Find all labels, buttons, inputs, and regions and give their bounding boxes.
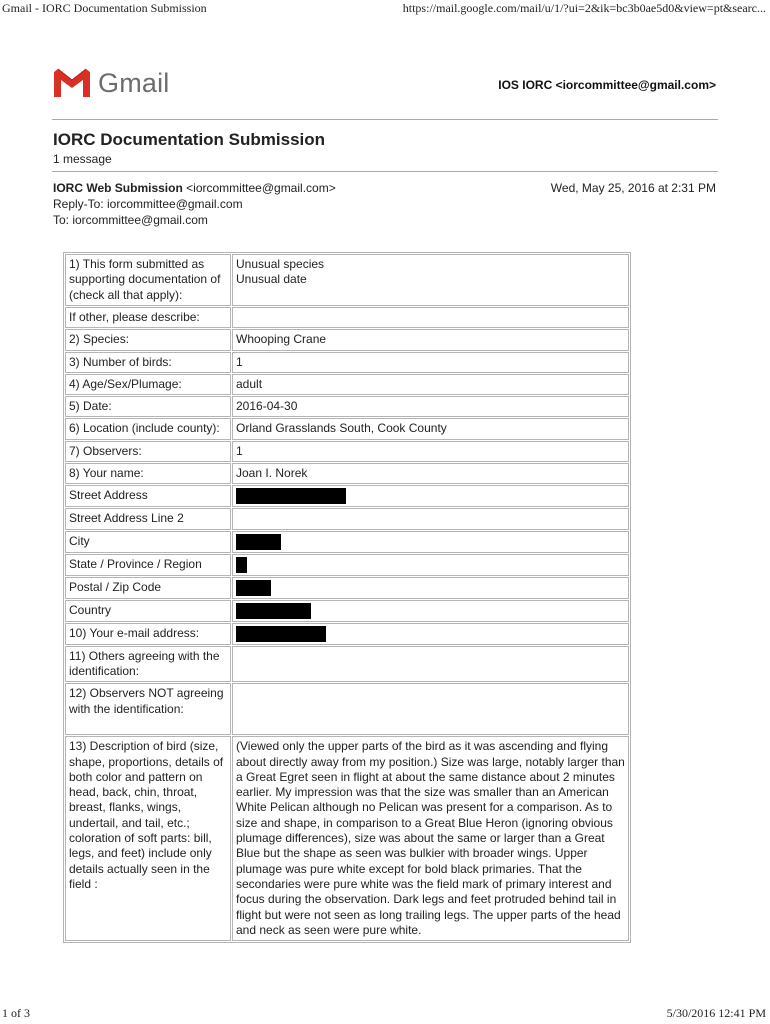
redaction-block [236, 580, 271, 596]
print-timestamp: 5/30/2016 12:41 PM [666, 1006, 766, 1020]
form-answer [232, 600, 629, 622]
form-row [65, 646, 629, 683]
form-question: Street Address [65, 485, 231, 507]
form-row [65, 441, 629, 462]
form-row [65, 736, 629, 941]
form-question: Country [65, 600, 231, 622]
form-answer [232, 307, 629, 328]
form-answer [232, 463, 629, 484]
form-answer [232, 374, 629, 395]
form-row [65, 554, 629, 576]
form-row [65, 600, 629, 622]
form-question: 7) Observers: [65, 441, 231, 462]
form-question: 5) Date: [65, 396, 231, 417]
form-question: 2) Species: [65, 329, 231, 350]
divider [52, 119, 718, 120]
form-answer-text: Whooping Crane [236, 332, 327, 347]
submission-form-table [63, 252, 631, 943]
print-page-title: Gmail - IORC Documentation Submission [2, 1, 207, 15]
print-page-number: 1 of 3 [2, 1006, 30, 1020]
form-answer-text: 1 [236, 443, 243, 458]
form-answer [232, 508, 629, 529]
email-date: Wed, May 25, 2016 at 2:31 PM [550, 181, 716, 195]
form-row [65, 307, 629, 328]
form-answer-text: Unusual species Unusual date [236, 257, 325, 287]
form-answer [232, 736, 629, 941]
form-question: 12) Observers NOT agreeing with the identification: [65, 683, 231, 735]
form-row [65, 623, 629, 645]
email-subject: IORC Documentation Submission [53, 130, 326, 149]
form-answer [232, 329, 629, 350]
form-question: City [65, 531, 231, 553]
gmail-logo-text: Gmail [98, 67, 170, 98]
redaction-block [236, 488, 346, 504]
form-row [65, 254, 629, 306]
divider [52, 171, 718, 172]
form-answer [232, 418, 629, 439]
print-footer [0, 1006, 770, 1024]
redaction-block [236, 603, 311, 619]
form-answer-text: 1 [236, 354, 243, 369]
account-identity: IOS IORC <iorcommittee@gmail.com> [498, 78, 716, 92]
redaction-block [236, 534, 281, 550]
form-answer [232, 531, 629, 553]
form-question: Postal / Zip Code [65, 577, 231, 599]
form-question: 11) Others agreeing with the identification: [65, 646, 231, 683]
form-answer-text: Orland Grasslands South, Cook County [236, 421, 447, 436]
form-row [65, 396, 629, 417]
form-answer-text: Joan I. Norek [236, 466, 308, 481]
form-row [65, 577, 629, 599]
form-answer [232, 646, 629, 683]
form-question: 8) Your name: [65, 463, 231, 484]
form-row [65, 485, 629, 507]
form-row [65, 531, 629, 553]
message-count: 1 message [53, 152, 112, 166]
print-url: https://mail.google.com/mail/u/1/?ui=2&ik=bc3b0ae5d0&view=pt&searc... [402, 1, 766, 15]
form-question: 6) Location (include county): [65, 418, 231, 439]
form-row [65, 463, 629, 484]
form-question: 1) This form submitted as supporting documentation of (check all that apply): [65, 254, 231, 306]
form-answer [232, 554, 629, 576]
form-answer [232, 683, 629, 735]
form-question: 4) Age/Sex/Plumage: [65, 374, 231, 395]
form-question: 10) Your e-mail address: [65, 623, 231, 645]
print-header [0, 0, 770, 16]
form-answer-text: (Viewed only the upper parts of the bird as it was ascending and flying about directly away from my position.) Size was large, notably larger than a Great Egret seen in flight at about the same distance about 2 minutes earlier. My impression was that the size was smaller than an American White Pelican although no Pelican was present for a comparison. As to size and shape, in comparison to a Great Blue Heron (ignoring obvious plumage differences), size was about the same or larger than a Great Blue but the shape as seen was bulkier with broader wings. Upper plumage was pure white except for bold black primaries. That the secondaries were pure white was the field mark of primary interest and focus during the observation. Dark legs and feet protruded behind tail in flight but were not seen as long trailing legs. The upper parts of the head and neck as seen were pure white. [236, 739, 625, 937]
form-row [65, 374, 629, 395]
form-answer [232, 396, 629, 417]
form-row [65, 329, 629, 350]
form-row [65, 683, 629, 735]
email-from [53, 181, 336, 195]
form-answer [232, 577, 629, 599]
form-question: Street Address Line 2 [65, 508, 231, 529]
form-answer [232, 254, 629, 306]
form-answer [232, 441, 629, 462]
form-question: State / Province / Region [65, 554, 231, 576]
form-question: 13) Description of bird (size, shape, proportions, details of both color and pattern on head, back, chin, throat, breast, flanks, wings, undertail, and tail, etc.; coloration of soft parts: bill, legs, and feet) include only details actually seen in the field : [65, 736, 231, 941]
redaction-block [236, 626, 326, 642]
form-question: If other, please describe: [65, 307, 231, 328]
form-answer-text: adult [236, 376, 263, 391]
sender-name: IORC Web Submission [53, 181, 183, 195]
email-reply-to: Reply-To: iorcommittee@gmail.com [53, 197, 243, 211]
form-answer [232, 352, 629, 373]
form-row [65, 418, 629, 439]
sender-address: <iorcommittee@gmail.com> [186, 181, 336, 195]
redaction-block [236, 557, 247, 573]
form-row [65, 508, 629, 529]
gmail-logo [52, 66, 170, 100]
email-to: To: iorcommittee@gmail.com [53, 213, 208, 227]
form-answer [232, 485, 629, 507]
form-question: 3) Number of birds: [65, 352, 231, 373]
form-answer-text: 2016-04-30 [236, 399, 298, 414]
gmail-envelope-icon [52, 68, 92, 98]
form-row [65, 352, 629, 373]
form-answer [232, 623, 629, 645]
